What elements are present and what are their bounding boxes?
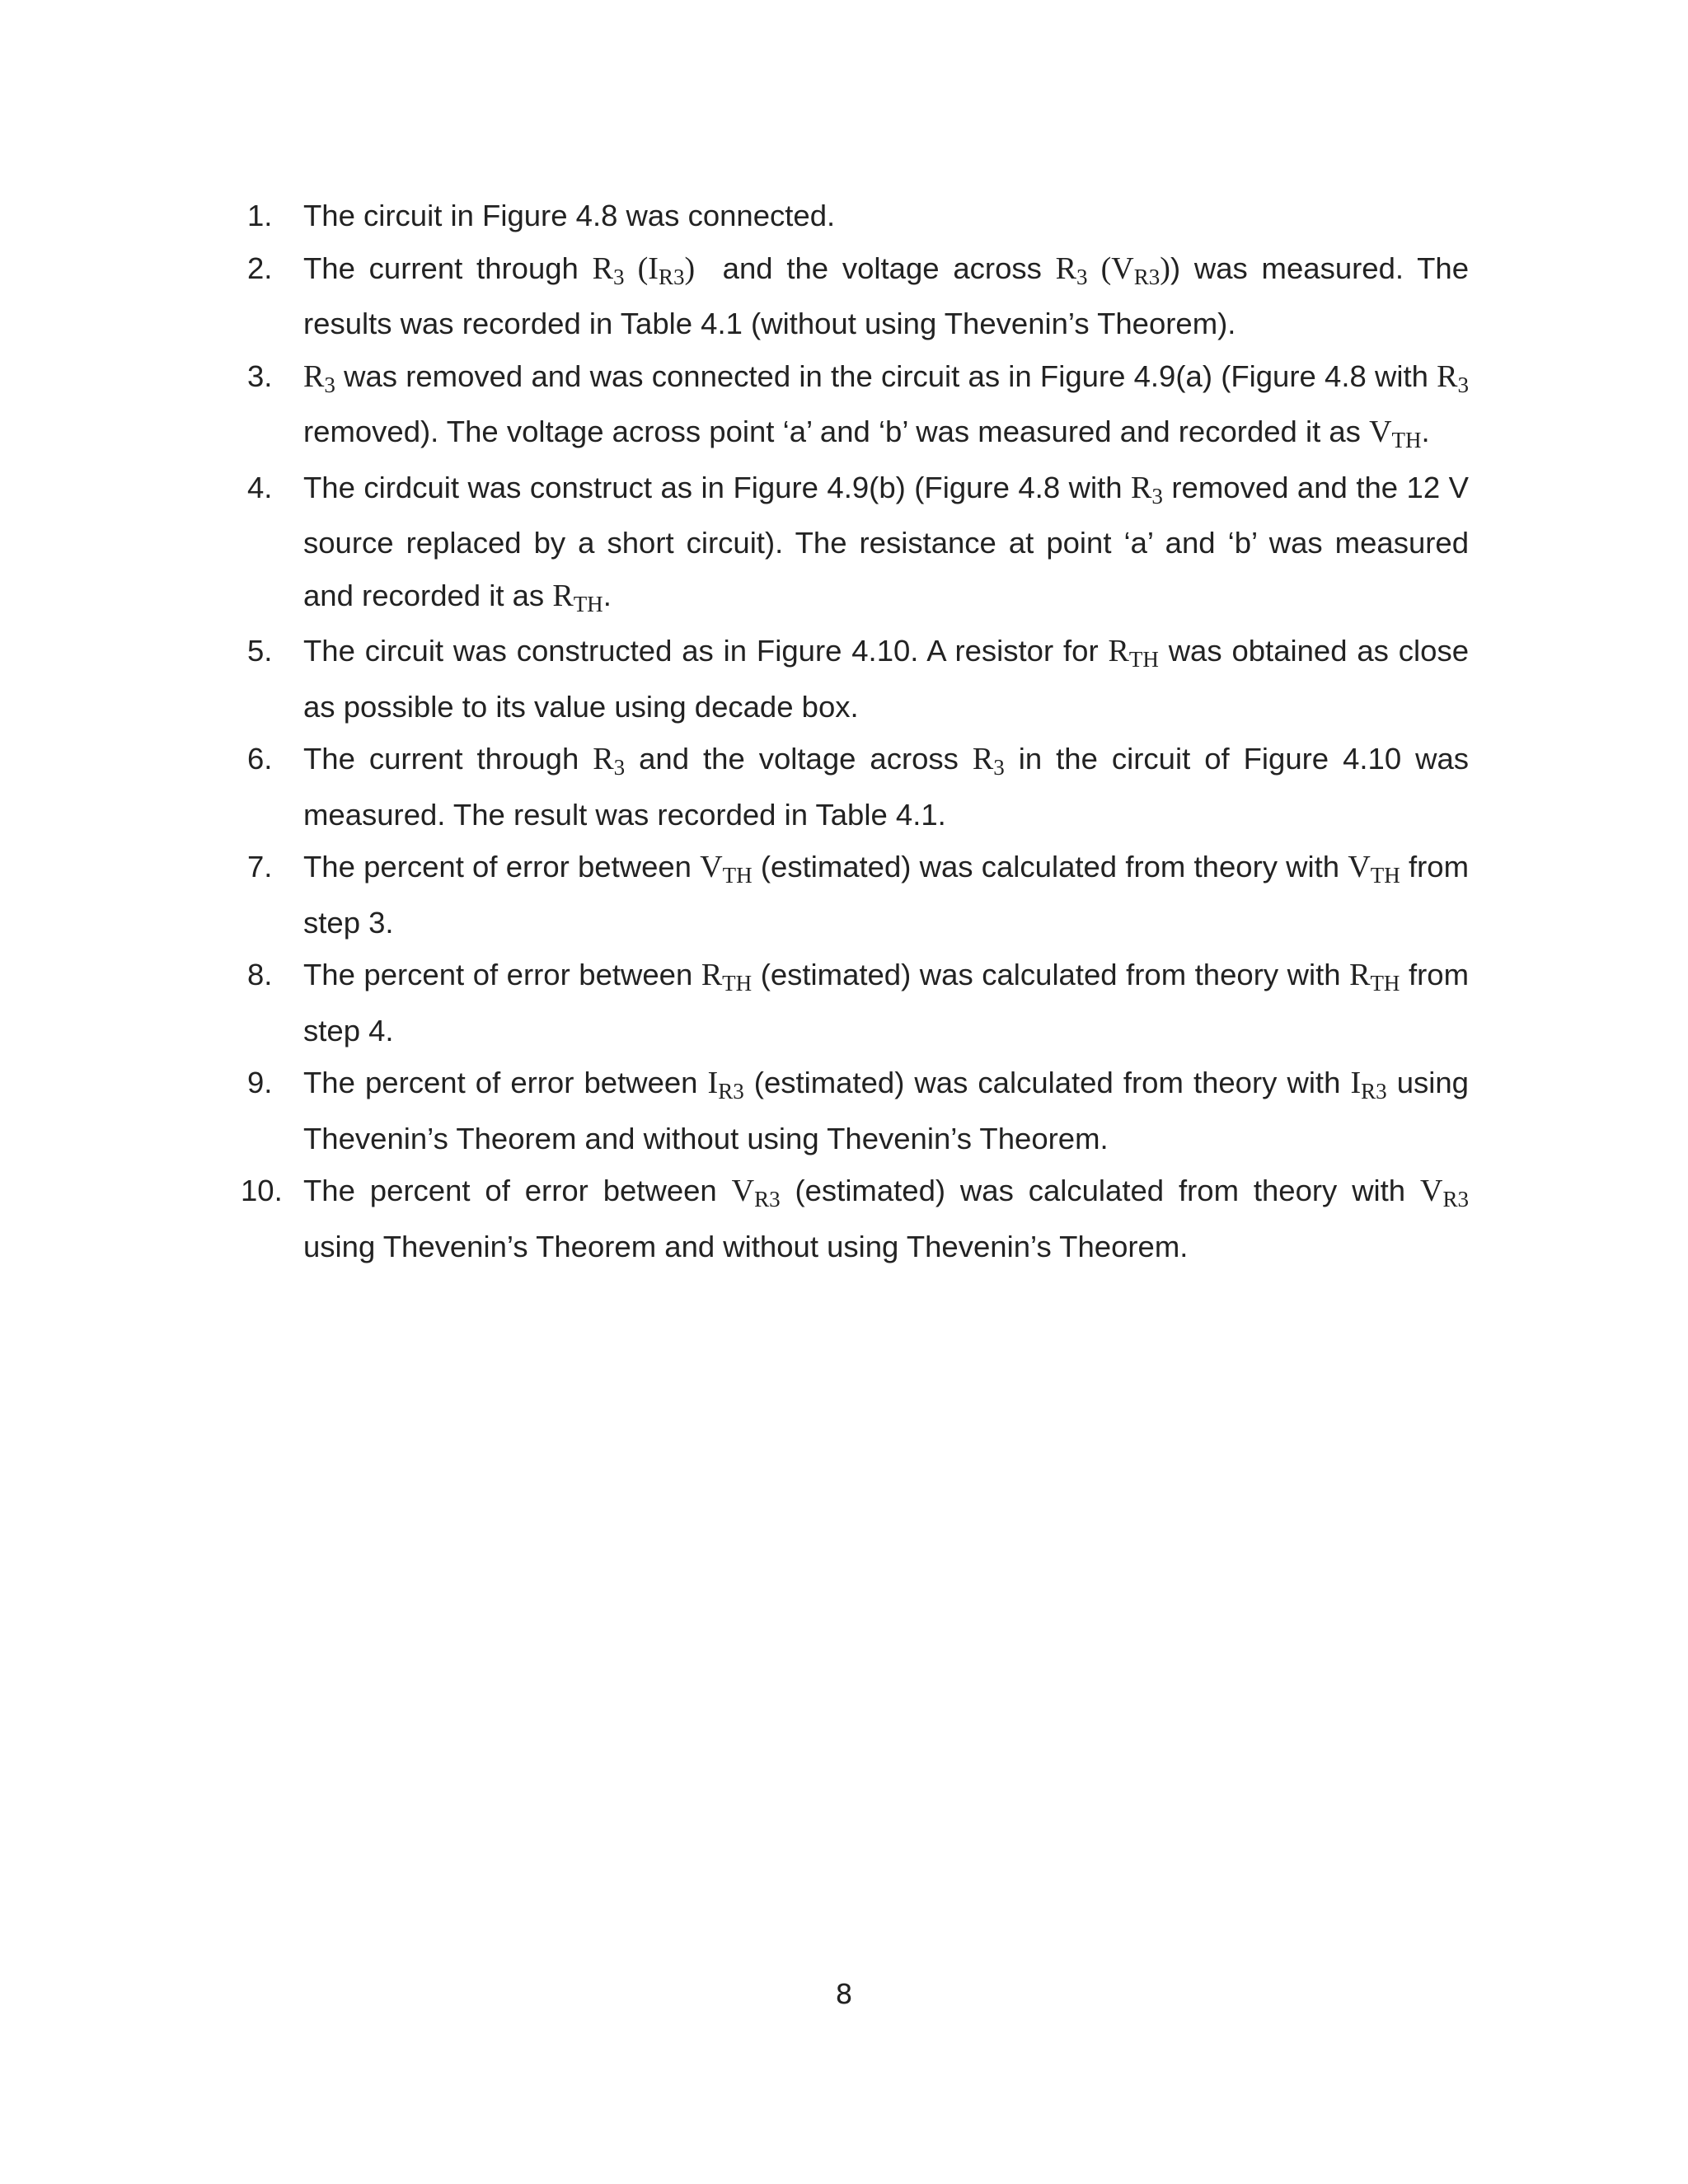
symbol-vr3: (VR3) bbox=[1087, 251, 1170, 289]
step-number: 2. bbox=[247, 251, 273, 285]
step-text: was removed and was connected in the circuit as in Figure 4.9(a) (Figure 4.8 with bbox=[335, 359, 1437, 393]
step-text: and the voltage across bbox=[695, 251, 1056, 285]
symbol-vth: VTH bbox=[700, 850, 753, 888]
symbol-rth: RTH bbox=[701, 958, 753, 996]
step-number: 5. bbox=[247, 634, 273, 668]
step-text: The circuit in Figure 4.8 was connected. bbox=[303, 199, 836, 232]
symbol-r3: R3 bbox=[592, 251, 625, 289]
step-text: The current through bbox=[303, 742, 593, 776]
symbol-r3: R3 bbox=[303, 359, 335, 397]
step-text: was obtained as close as possible to its value using decade box. bbox=[303, 634, 1469, 724]
step-number: 10. bbox=[241, 1174, 283, 1207]
procedure-step-2 bbox=[247, 242, 1469, 350]
step-text: . bbox=[603, 578, 612, 612]
symbol-vr3: VR3 bbox=[1420, 1174, 1469, 1212]
symbol-ir3: IR3 bbox=[1350, 1066, 1387, 1104]
step-text: removed and the 12 V source replaced by a short circuit). The resistance at point ‘a’ and ‘b’ was measured and recorded it as bbox=[303, 470, 1469, 612]
step-text: (estimated) was calculated from theory with bbox=[780, 1174, 1421, 1207]
step-number: 4. bbox=[247, 470, 273, 504]
step-text: and the voltage across bbox=[625, 742, 973, 776]
step-text: The circuit was constructed as in Figure 4.10. A resistor for bbox=[303, 634, 1109, 668]
symbol-vr3: VR3 bbox=[731, 1174, 781, 1212]
procedure-step-3 bbox=[247, 350, 1469, 462]
step-text: (estimated) was calculated from theory with bbox=[743, 1066, 1351, 1099]
symbol-rth: RTH bbox=[1349, 958, 1400, 996]
symbol-rth: RTH bbox=[1108, 634, 1159, 672]
step-text: The percent of error between bbox=[303, 850, 701, 883]
procedure-step-1 bbox=[247, 190, 1469, 242]
step-text: in the circuit of Figure 4.10 was measured. The result was recorded in Table 4.1. bbox=[303, 742, 1470, 832]
procedure-step-9 bbox=[247, 1057, 1469, 1165]
step-number: 6. bbox=[247, 742, 273, 776]
symbol-ir3: (IR3) bbox=[624, 251, 696, 289]
symbol-r3: R3 bbox=[1437, 359, 1469, 397]
step-text: The percent of error between bbox=[303, 1066, 708, 1099]
step-text: The current through bbox=[303, 251, 593, 285]
procedure-step-5 bbox=[247, 625, 1469, 733]
step-text: (estimated) was calculated from theory with bbox=[752, 850, 1348, 883]
step-text: The percent of error between bbox=[303, 958, 701, 991]
step-text: ) was measured. The results was recorded in Table 4.1 (without using Thevenin’s Theorem). bbox=[303, 251, 1470, 340]
procedure-step-7 bbox=[247, 841, 1469, 949]
step-number: 1. bbox=[247, 199, 273, 232]
symbol-r3: R3 bbox=[593, 742, 626, 780]
procedure-steps-list bbox=[241, 190, 1470, 1272]
step-text: . bbox=[1421, 415, 1430, 448]
step-text: The cirdcuit was construct as in Figure 4.9(b) (Figure 4.8 with bbox=[303, 470, 1132, 504]
symbol-vth: VTH bbox=[1348, 850, 1400, 888]
symbol-r3: R3 bbox=[1131, 470, 1163, 509]
step-text: using Thevenin’s Theorem and without using Thevenin’s Theorem. bbox=[303, 1229, 1189, 1263]
step-number: 7. bbox=[247, 850, 273, 883]
step-text: (estimated) was calculated from theory with bbox=[752, 958, 1350, 991]
symbol-r3: R3 bbox=[1055, 251, 1088, 289]
step-text: using Thevenin’s Theorem and without using Thevenin’s Theorem. bbox=[303, 1066, 1469, 1155]
step-number: 9. bbox=[247, 1066, 273, 1099]
procedure-step-4 bbox=[247, 462, 1469, 626]
symbol-vth: VTH bbox=[1369, 415, 1422, 452]
procedure-step-6 bbox=[247, 733, 1469, 841]
step-text: removed). The voltage across point ‘a’ and ‘b’ was measured and recorded it as bbox=[303, 415, 1370, 448]
step-text: The percent of error between bbox=[303, 1174, 732, 1207]
symbol-r3: R3 bbox=[972, 742, 1005, 780]
symbol-ir3: IR3 bbox=[707, 1066, 744, 1104]
step-number: 8. bbox=[247, 958, 273, 991]
step-number: 3. bbox=[247, 359, 273, 393]
step-text: from step 4. bbox=[303, 958, 1469, 1047]
step-text: from step 3. bbox=[303, 850, 1469, 940]
procedure-step-8 bbox=[247, 949, 1469, 1057]
procedure-step-10 bbox=[241, 1165, 1469, 1272]
symbol-rth: RTH bbox=[552, 578, 603, 616]
page-number: 8 bbox=[835, 1978, 853, 2010]
